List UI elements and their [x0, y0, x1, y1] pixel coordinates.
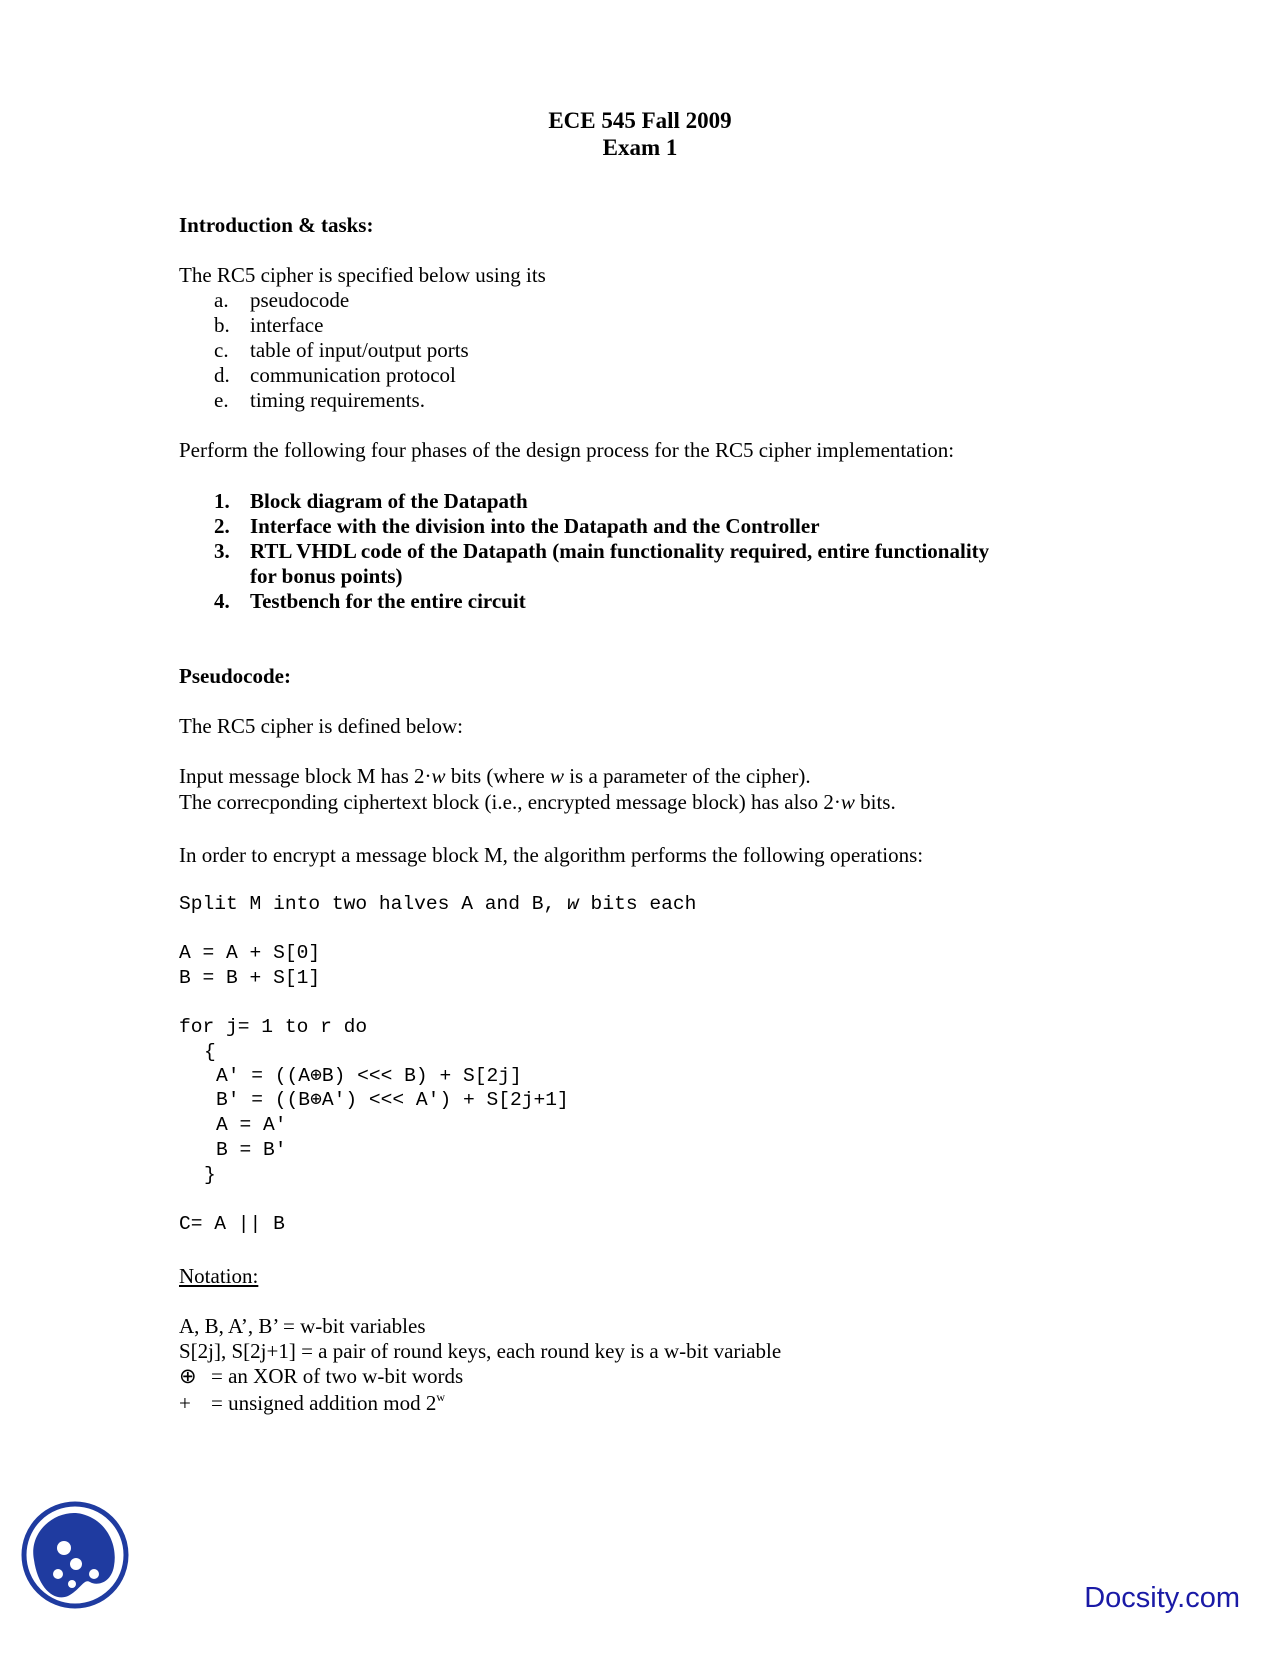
- list-marker: 1.: [214, 489, 230, 513]
- code-line: for j= 1 to r do: [179, 1016, 368, 1038]
- operations-lead: In order to encrypt a message block M, the algorithm performs the following operations:: [179, 843, 924, 867]
- code-line: }: [204, 1164, 216, 1186]
- notation-line: = an XOR of two w-bit words: [211, 1364, 464, 1388]
- plus-symbol: +: [179, 1391, 191, 1415]
- intro-lead: The RC5 cipher is specified below using its: [179, 263, 546, 287]
- list-item: table of input/output ports: [250, 338, 469, 362]
- input-message-line: Input message block M has 2·w bits (where w is a parameter of the cipher).: [179, 764, 811, 788]
- notation-line: = unsigned addition mod 2$^w$: [211, 1390, 446, 1415]
- list-item-continuation: for bonus points): [250, 564, 403, 588]
- list-marker: d.: [214, 363, 230, 387]
- list-item: RTL VHDL code of the Datapath (main functionality required, entire functionality: [250, 539, 990, 563]
- code-line: B = B + S[1]: [179, 967, 321, 989]
- code-line: Split M into two halves A and B, w bits each: [179, 893, 697, 915]
- list-marker: c.: [214, 338, 229, 362]
- list-item: interface: [250, 313, 324, 337]
- list-item: communication protocol: [250, 363, 456, 387]
- code-line: A′ = ((A⊕B) <<< B) + S[2j]: [216, 1065, 522, 1087]
- list-marker: e.: [214, 388, 229, 412]
- code-line: B′ = ((B⊕A′) <<< A′) + S[2j+1]: [216, 1089, 569, 1111]
- list-item: Block diagram of the Datapath: [250, 489, 528, 513]
- list-marker: 3.: [214, 539, 230, 563]
- code-line: A = A′: [216, 1114, 287, 1136]
- list-item: timing requirements.: [250, 388, 425, 412]
- document-subtitle: Exam 1: [602, 135, 678, 160]
- list-item: Interface with the division into the Datapath and the Controller: [250, 514, 820, 538]
- code-line: B = B′: [216, 1139, 287, 1161]
- intro-heading: Introduction & tasks:: [179, 213, 374, 237]
- notation-heading: Notation:: [179, 1264, 259, 1288]
- list-marker: 4.: [214, 589, 230, 613]
- docsity-brand[interactable]: Docsity.com: [1084, 1582, 1240, 1614]
- xor-symbol: ⊕: [179, 1364, 197, 1388]
- list-marker: a.: [214, 288, 229, 312]
- list-marker: b.: [214, 313, 230, 337]
- list-marker: 2.: [214, 514, 230, 538]
- pseudocode-heading: Pseudocode:: [179, 664, 291, 688]
- list-item: pseudocode: [250, 288, 350, 312]
- code-line: {: [204, 1041, 216, 1063]
- code-line: A = A + S[0]: [179, 942, 321, 964]
- document-title: ECE 545 Fall 2009: [548, 108, 732, 133]
- phases-lead: Perform the following four phases of the design process for the RC5 cipher implementation:: [179, 438, 955, 462]
- list-item: Testbench for the entire circuit: [250, 589, 526, 613]
- notation-line: A, B, A’, B’ = w-bit variables: [179, 1314, 426, 1338]
- pseudocode-intro: The RC5 cipher is defined below:: [179, 714, 464, 738]
- docsity-logo-icon: [20, 1500, 130, 1610]
- ciphertext-line: The correcponding ciphertext block (i.e., encrypted message block) has also 2·w bits.: [179, 790, 896, 814]
- notation-line: S[2j], S[2j+1] = a pair of round keys, each round key is a w-bit variable: [179, 1339, 782, 1363]
- code-line: C= A || B: [179, 1213, 285, 1235]
